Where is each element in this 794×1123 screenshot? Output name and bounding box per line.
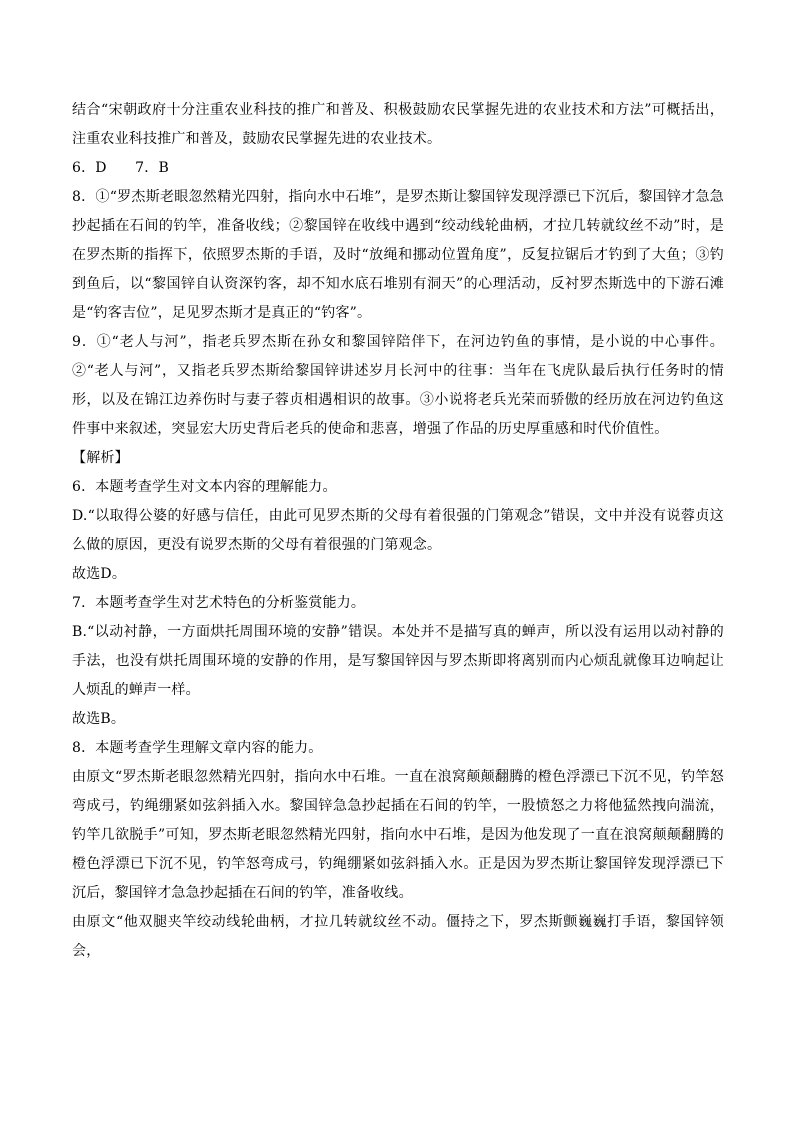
- paragraph-analysis-6-choice: 故选D。: [72, 566, 127, 582]
- paragraph-answer-8: 8．①“罗杰斯老眼忽然精光四射，指向水中石堆”，是罗杰斯让黎国锌发现浮漂已下沉后，黎国锌才急急抄起插在石间的钓竿，准备收线；②黎国锌在收线中遇到“绞动线轮曲柄，才拉几转就纹丝不动”时，是在罗杰斯的指挥下，依照罗杰斯的手语，及时“放绳和挪动位置角度”，反复拉锯后才钓到了大鱼；③钓到鱼后，以“黎国锌自认资深钓客，却不知水底石堆别有洞天”的心理活动，反衬罗杰斯选中的下游石滩是“钓客吉位”，足见罗杰斯才是真正的“钓客”。: [72, 189, 724, 321]
- paragraph-analysis-6-detail: D.“以取得公婆的好感与信任，由此可见罗杰斯的父母有着很强的门第观念”错误，文中并没有说蓉贞这么做的原因，更没有说罗杰斯的父母有着很强的门第观念。: [72, 508, 724, 553]
- document-body: [72, 96, 724, 966]
- paragraph-analysis-8-intro: 8．本题考查学生理解文章内容的能力。: [72, 740, 323, 756]
- paragraph-analysis-7-choice: 故选B。: [72, 711, 126, 727]
- paragraph-analysis-7-intro: 7．本题考查学生对艺术特色的分析鉴赏能力。: [72, 595, 366, 611]
- paragraph-analysis-8-detail-1: 由原文“罗杰斯老眼忽然精光四射，指向水中石堆。一直在浪窝颠颠翻腾的橙色浮漂已下沉不见，钓竿怒弯成弓，钓绳绷紧如弦斜插入水。黎国锌急急抄起插在石间的钓竿，一股愤怒之力将他猛然拽向湍流，钓竿几欲脱手”可知，罗杰斯老眼忽然精光四射，指向水中石堆，是因为他发现了一直在浪窝颠颠翻腾的橙色浮漂已下沉不见，钓竿怒弯成弓，钓绳绷紧如弦斜插入水。正是因为罗杰斯让黎国锌发现浮漂已下沉后，黎国锌才急急抄起插在石间的钓竿，准备收线。: [72, 769, 724, 901]
- section-heading-analysis: 【解析】: [72, 450, 129, 466]
- paragraph-answer-9: 9．①“老人与河”，指老兵罗杰斯在孙女和黎国锌陪伴下，在河边钓鱼的事情，是小说的中心事件。②“老人与河”，又指老兵罗杰斯给黎国锌讲述岁月长河中的往事：当年在飞虎队最后执行任务时的情形，以及在锦江边养伤时与妻子蓉贞相遇相识的故事。③小说将老兵光荣而骄傲的经历放在河边钓鱼这件事中来叙述，突显宏大历史背后老兵的使命和悲喜，增强了作品的历史厚重感和时代价值性。: [72, 334, 724, 437]
- paragraph-answers-6-7: 6．D 7．B: [72, 160, 169, 176]
- paragraph-analysis-6-intro: 6．本题考查学生对文本内容的理解能力。: [72, 479, 337, 495]
- paragraph-analysis-8-detail-2: 由原文“他双腿夹竿绞动线轮曲柄，才拉几转就纹丝不动。僵持之下，罗杰斯颤巍巍打手语，黎国锌领会，: [72, 914, 724, 959]
- paragraph-analysis-7-detail: B.“以动衬静，一方面烘托周围环境的安静”错误。本处并不是描写真的蝉声，所以没有运用以动衬静的手法，也没有烘托周围环境的安静的作用，是写黎国锌因与罗杰斯即将离别而内心烦乱就像耳边响起让人烦乱的蝉声一样。: [72, 624, 724, 698]
- paragraph-summary-conclusion: 结合“宋朝政府十分注重农业科技的推广和普及、积极鼓励农民掌握先进的农业技术和方法”可概括出，注重农业科技推广和普及，鼓励农民掌握先进的农业技术。: [72, 102, 724, 147]
